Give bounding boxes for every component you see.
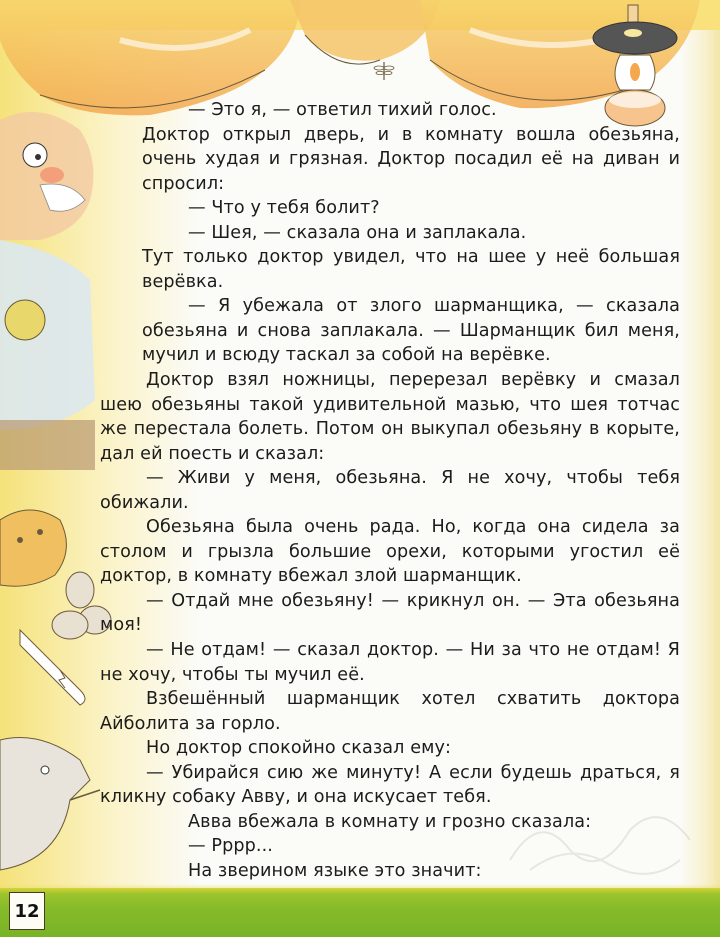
paragraph: Тут только доктор увидел, что на шее у неё большая верёвка. xyxy=(142,247,680,292)
doctor-aibolit-illustration xyxy=(0,112,95,470)
paragraph: Доктор взял ножницы, перерезал верёвку и смазал шею обезьяны такой удивительной мазью, что шея тотчас же перестала болеть. Потом он выкупал обезьяну в корыте, дал ей поесть и сказал: xyxy=(100,370,680,464)
paragraph: — Это я, — ответил тихий голос. xyxy=(188,100,497,120)
paragraph: — Рррр... xyxy=(188,836,273,857)
paragraph: — Шея, — сказала она и заплакала. xyxy=(188,222,527,243)
paragraph: На зверином языке это значит: xyxy=(188,860,482,881)
paragraph: Авва вбежала в комнату и грозно сказала: xyxy=(188,811,592,832)
paragraph: — Отдай мне обезьяну! — крикнул он. — Эта обезьяна моя! xyxy=(100,590,680,636)
paragraph: — Живи у меня, обезьяна. Я не хочу, чтобы тебя обижали. xyxy=(100,468,680,513)
paragraph: Но доктор спокойно сказал ему: xyxy=(146,738,452,759)
page-number: 12 xyxy=(9,892,45,930)
monkey-illustration xyxy=(0,510,66,586)
paragraph: Доктор открыл дверь, и в комнату вошла обезьяна, очень худая и грязная. Доктор посадил её на диван и спросил: xyxy=(142,124,680,194)
paragraph: — Что у тебя болит? xyxy=(188,198,380,219)
dragonfly-icon xyxy=(374,62,394,80)
paragraph: Взбешённый шарманщик хотел схватить доктора Айболита за горло. xyxy=(100,689,680,734)
hedgehog-illustration xyxy=(0,738,100,871)
scissors-illustration xyxy=(20,630,85,705)
paragraph: — Не отдам! — сказал доктор. — Ни за что не отдам! Я не хочу, чтобы ты мучил её. xyxy=(100,640,680,685)
story-text xyxy=(100,98,680,908)
paragraph: — Я убежала от злого шарманщика, — сказала обезьяна и снова заплакала. — Шарманщик бил меня, мучил и всюду таскал за собой на верёвке. xyxy=(142,296,680,366)
grass-illustration xyxy=(0,888,720,937)
paragraph: — Убирайся сию же минуту! А если будешь драться, я кликну собаку Авву, и она искусает тебя. xyxy=(100,762,680,808)
paragraph: Обезьяна была очень рада. Но, когда она сидела за столом и грызла большие орехи, которыми угостил её доктор, в комнату вбежал злой шарманщик. xyxy=(100,517,680,587)
